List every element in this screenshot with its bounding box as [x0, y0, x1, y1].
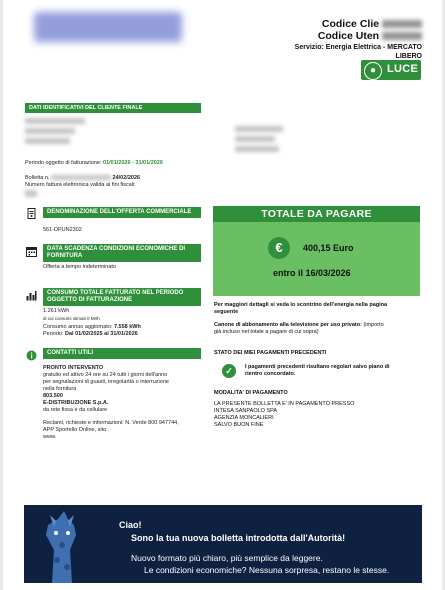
check-icon: ✓: [222, 364, 236, 378]
giraffe-illustration: [24, 505, 104, 583]
reclami-text-1: Reclami, richieste e informazioni: N. Verde 800 947744,: [43, 420, 179, 426]
luce-label: LUCE: [387, 63, 419, 75]
modalita-line-3: AGENZIA MONCALIERI: [214, 415, 274, 421]
recipient-city-redacted: [235, 146, 279, 152]
stato-line-2: rientro concordato.: [245, 371, 296, 377]
company-logo: [34, 12, 182, 42]
codice-utenza: Codice Uten: [295, 30, 422, 42]
fattura-id-redacted: [25, 190, 37, 197]
banner-greeting: Ciao!: [119, 520, 142, 530]
scadenza-heading: DATA SCADENZA CONDIZIONI ECONOMICHE DI FORNITURA: [43, 244, 201, 262]
totale-heading: TOTALE DA PAGARE: [213, 206, 420, 222]
consumo-total: 1.261 kWh: [43, 308, 70, 314]
servizio-label: Servizio: Energia Elettrica - MERCATO: [294, 44, 422, 51]
servizio-label-2: LIBERO: [395, 52, 422, 60]
scadenza-value: Offerta a tempo indeterminato: [43, 264, 116, 270]
totale-amount: 400,15 Euro: [303, 243, 354, 253]
document-icon: [26, 208, 37, 219]
banner-line-2: Nuovo formato più chiaro, più semplice da leggere.: [131, 553, 323, 563]
totale-box: [213, 206, 420, 296]
numero-fattura: Numero fattura elettronica valida ai fini fiscali:: [25, 182, 136, 188]
lightbulb-icon: ●: [364, 62, 382, 80]
periodo-fatturazione: Periodo oggetto di fatturazione: 01/01/2026 - 31/01/2026: [25, 160, 163, 166]
identity-bar: DATI IDENTIFICATIVI DEL CLIENTE FINALE: [25, 103, 201, 113]
bar-chart-icon: [26, 290, 37, 301]
pronto-intervento-title: PRONTO INTERVENTO: [43, 365, 104, 371]
stato-line-1: I pagamenti precedenti risultano regolari salvo piano di: [245, 364, 390, 370]
modalita-line-4: SALVO BUON FINE: [214, 422, 264, 428]
canone-line-1: Canone di abbonamento alla televisione per uso privato: (importo: [214, 322, 384, 328]
consumo-detail: di cui consumi stimati 0 kWh: [43, 316, 100, 321]
reclami-text-2: APP Sportello Online, sito: [43, 427, 107, 433]
totale-due-date: entro il 16/03/2026: [273, 268, 351, 278]
banner-line-3: Le condizioni economiche? Nessuna sorpresa, restano le stesse.: [144, 565, 390, 575]
distributore-text: da rete fissa e da cellulare: [43, 407, 108, 413]
customer-city-redacted: [25, 138, 70, 144]
dettagli-line-2: seguente: [214, 309, 239, 315]
info-icon: [26, 350, 37, 361]
customer-name-redacted: [25, 118, 85, 124]
info-banner: [24, 505, 422, 583]
modalita-heading: MODALITA' DI PAGAMENTO: [214, 390, 288, 396]
recipient-name-redacted: [235, 126, 283, 132]
customer-address-redacted: [25, 128, 75, 134]
banner-line-1: Sono la tua nuova bolletta introdotta dall'Autorità!: [131, 533, 346, 543]
codice-cliente: Codice Clie: [295, 18, 422, 30]
calendar-icon: [26, 246, 37, 257]
recipient-address-redacted: [235, 136, 275, 142]
consumo-periodo: Periodo: Dal 01/02/2025 al 31/01/2026: [43, 331, 138, 337]
pronto-text-3: nella fornitura: [43, 386, 77, 392]
reclami-text-3: www.: [43, 434, 57, 440]
euro-icon: €: [268, 237, 290, 259]
modalita-line-1: LA PRESENTE BOLLETTA E' IN PAGAMENTO PRESSO: [214, 401, 355, 407]
luce-badge: [361, 60, 421, 80]
stato-heading: STATO DEI MIEI PAGAMENTI PRECEDENTI: [214, 350, 327, 356]
bolletta-numero: Bolletta n. 24/02/2026: [25, 175, 141, 181]
header-codes: [295, 18, 422, 61]
bill-page: [3, 0, 442, 590]
offerta-code: 561-DPUN2302: [43, 227, 82, 233]
distributore-title: E-DISTRIBUZIONE S.p.A.: [43, 400, 109, 406]
consumo-heading: CONSUMO TOTALE FATTURATO NEL PERIODO OGGETTO DI FATTURAZIONE: [43, 288, 201, 306]
contatti-heading: CONTATTI UTILI: [43, 348, 201, 359]
pronto-text-1: gratuito ed attivo 24 ore su 24 tutti i giorni dell'anno: [43, 372, 168, 378]
canone-line-2: già incluso nel totale a pagare di cui sopra): [214, 329, 319, 335]
pronto-number: 803.500: [43, 393, 63, 399]
dettagli-line-1: Per maggiori dettagli si veda lo scontrino dell'energia nella pagina: [214, 302, 388, 308]
offerta-heading: DENOMINAZIONE DELL'OFFERTA COMMERCIALE: [43, 207, 201, 218]
modalita-line-2: INTESA SANPAOLO SPA: [214, 408, 278, 414]
consumo-annuo: Consumo annuo aggiornato: 7.558 kWh: [43, 324, 141, 330]
pronto-text-2: per segnalazioni di guasti, irregolarità o interruzione: [43, 379, 169, 385]
